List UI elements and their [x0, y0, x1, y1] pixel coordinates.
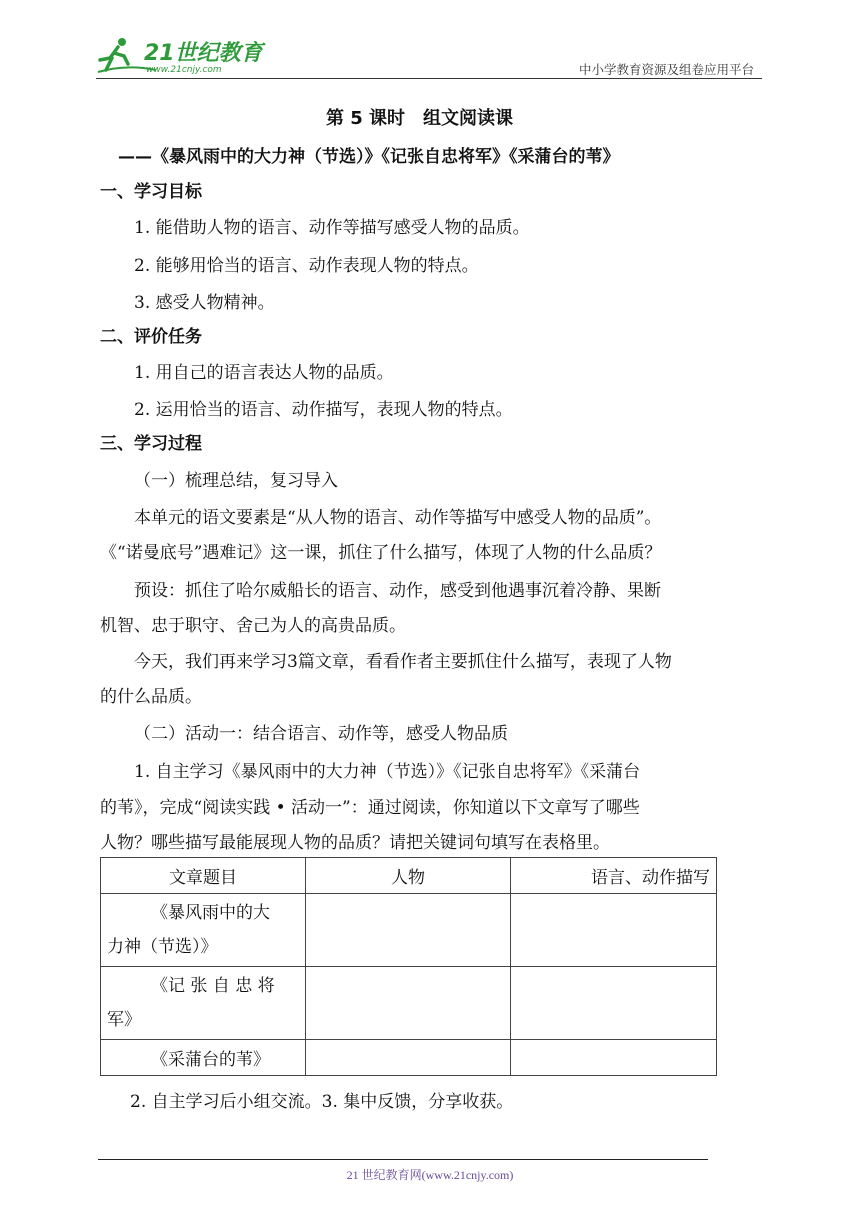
table-cell-title	[101, 894, 306, 967]
page-title: 第 5 课时 组文阅读课	[326, 108, 514, 129]
table-row	[101, 967, 717, 1040]
page-header	[96, 30, 762, 78]
subheading-activity: （二）活动一：结合语言、动作等，感受人物品质	[134, 724, 508, 744]
table-cell-title	[101, 967, 306, 1040]
table-cell-title	[101, 1040, 306, 1076]
paragraph-line-last: 2. 自主学习后小组交流。3. 集中反馈，分享收获。	[130, 1092, 514, 1112]
table-row	[101, 894, 717, 967]
table-cell-description[interactable]	[511, 1040, 717, 1076]
title-line: 《记 张 自 忠 将	[151, 976, 275, 996]
title-line: 《暴风雨中的大	[151, 903, 270, 923]
title-line: 军》	[107, 1010, 141, 1030]
table-row	[101, 1040, 717, 1076]
paragraph-line: 的苇》，完成“阅读实践 • 活动一”：通过阅读，你知道以下文章写了哪些	[100, 798, 640, 818]
paragraph-line: 的什么品质。	[100, 687, 202, 707]
table-header-row	[101, 858, 717, 894]
header-divider	[96, 78, 762, 79]
paragraph-line: 人物？哪些描写最能展现人物的品质？请把关键词句填写在表格里。	[100, 833, 610, 853]
footer-text[interactable]: 21 世纪教育网(www.21cnjy.com)	[346, 1168, 514, 1182]
goal-item: 1. 能借助人物的语言、动作等描写感受人物的品质。	[134, 218, 530, 238]
logo-21cnjy	[96, 34, 266, 76]
footer-divider	[98, 1159, 708, 1160]
paragraph-line: 机智、忠于职守、舍己为人的高贵品质。	[100, 616, 406, 636]
section-heading-tasks: 二、评价任务	[100, 327, 202, 347]
paragraph-line: 《“诺曼底号”遇难记》这一课，抓住了什么描写，体现了人物的什么品质？	[100, 543, 662, 563]
paragraph-line: 1. 自主学习《暴风雨中的大力神（节选）》《记张自忠将军》《采蒲台	[134, 762, 641, 782]
task-item: 1. 用自己的语言表达人物的品质。	[134, 363, 394, 383]
paragraph-line: 预设：抓住了哈尔威船长的语言、动作，感受到他遇事沉着冷静、果断	[134, 581, 661, 601]
paragraph-line: 今天，我们再来学习3篇文章，看看作者主要抓住什么描写，表现了人物	[134, 652, 672, 672]
table-cell-person[interactable]	[306, 1040, 511, 1076]
logo-url-text: www.21cnjy.com	[146, 65, 222, 75]
title-line: 力神（节选）》	[107, 937, 218, 957]
title-line: 《采蒲台的苇》	[151, 1050, 270, 1070]
table-header-cell: 人物	[306, 858, 511, 894]
subheading-review: （一）梳理总结，复习导入	[134, 471, 338, 491]
table-cell-person[interactable]	[306, 894, 511, 967]
table-cell-description[interactable]	[511, 894, 717, 967]
goal-item: 3. 感受人物精神。	[134, 293, 275, 313]
table-cell-description[interactable]	[511, 967, 717, 1040]
table-header-cell: 语言、动作描写	[511, 858, 717, 894]
section-heading-process: 三、学习过程	[100, 434, 202, 454]
table-header-cell: 文章题目	[101, 858, 306, 894]
header-platform-text: 中小学教育资源及组卷应用平台	[578, 62, 754, 77]
reading-table	[100, 857, 717, 1076]
table-cell-person[interactable]	[306, 967, 511, 1040]
logo-main-text: 21世纪教育	[144, 41, 263, 66]
task-item: 2. 运用恰当的语言、动作描写，表现人物的特点。	[134, 400, 513, 420]
paragraph-line: 本单元的语文要素是“从人物的语言、动作等描写中感受人物的品质”。	[134, 508, 662, 528]
page-subtitle: ——《暴风雨中的大力神（节选）》《记张自忠将军》《采蒲台的苇》	[118, 147, 620, 167]
goal-item: 2. 能够用恰当的语言、动作表现人物的特点。	[134, 256, 479, 276]
section-heading-goals: 一、学习目标	[100, 182, 202, 202]
